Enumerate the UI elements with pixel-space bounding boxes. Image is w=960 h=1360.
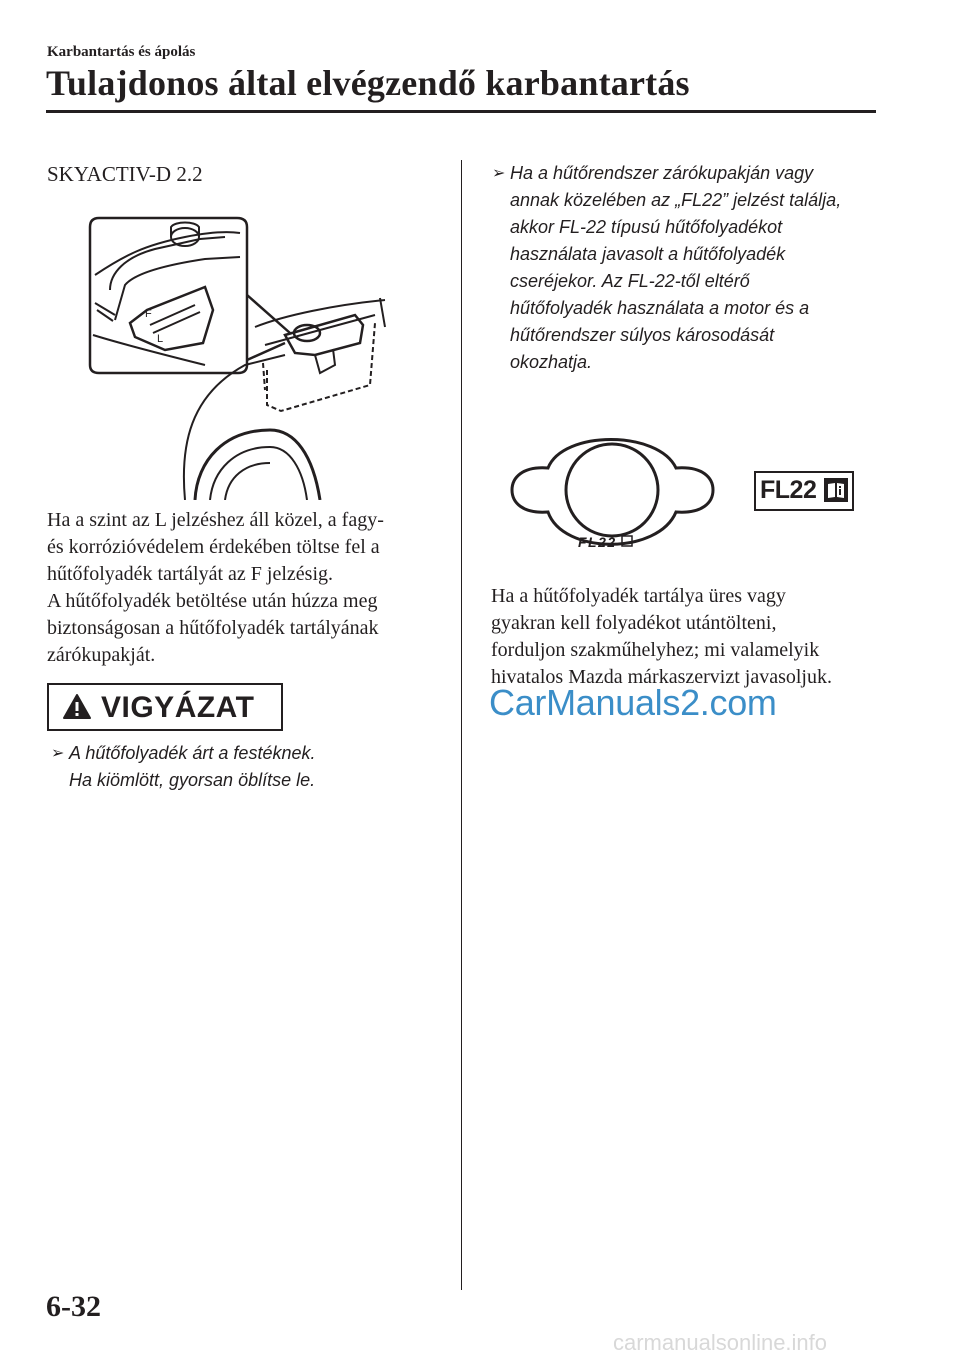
paragraph-line: biztonságosan a hűtőfolyadék tartályának <box>47 617 379 639</box>
paragraph-line: gyakran kell folyadékot utántölteni, <box>491 612 777 634</box>
caution-box <box>47 683 283 731</box>
paragraph-line: forduljon szakműhelyhez; mi valamelyik <box>491 639 820 661</box>
paragraph-line: zárókupakját. <box>47 644 156 666</box>
l-mark-label: L <box>157 333 164 345</box>
paragraph-line: hivatalos Mazda márkaszervizt javasoljuk. <box>491 666 832 688</box>
warning-triangle-icon <box>62 693 92 720</box>
bullet-line: annak közelében az „FL22” jelzést találja, <box>510 190 842 210</box>
footer-watermark: carmanualsonline.info <box>613 1330 828 1355</box>
paragraph-line: Ha a hűtőfolyadék tartálya üres vagy <box>491 585 786 607</box>
paragraph-line: és korrózióvédelem érdekében töltse fel a <box>47 536 380 558</box>
column-divider <box>461 160 462 1290</box>
engine-subheading: SKYACTIV-D 2.2 <box>47 162 203 186</box>
coolant-reservoir-illustration <box>85 215 405 500</box>
watermark-link[interactable]: CarManuals2.com <box>489 682 777 723</box>
manual-book-icon <box>824 478 848 502</box>
cap-fl22-mark: FL22 <box>578 534 617 550</box>
fl22-bullet <box>492 160 882 376</box>
paragraph-line: Ha a szint az L jelzéshez áll közel, a fagy- <box>47 509 384 531</box>
bullet-line: használata javasolt a hűtőfolyadék <box>510 244 786 264</box>
bullet-line: Ha a hűtőrendszer zárókupakján vagy <box>510 163 814 183</box>
bullet-line: okozhatja. <box>510 352 593 372</box>
section-header: Karbantartás és ápolás <box>47 44 196 60</box>
fl22-label-box <box>754 471 854 511</box>
bullet-line: hűtőrendszer súlyos károsodását <box>510 325 775 345</box>
bullet-line: Ha kiömlött, gyorsan öblítse le. <box>69 770 316 790</box>
paragraph-line: hűtőfolyadék tartályát az F jelzésig. <box>47 563 334 585</box>
title-rule <box>46 110 876 113</box>
radiator-cap-illustration <box>508 410 718 565</box>
paragraph-line: A hűtőfolyadék betöltése után húzza meg <box>47 590 378 612</box>
caution-bullet <box>51 740 441 794</box>
bullet-line: hűtőfolyadék használata a motor és a <box>510 298 810 318</box>
bullet-line: akkor FL-22 típusú hűtőfolyadékot <box>510 217 783 237</box>
bullet-line: cseréjekor. Az FL-22-től eltérő <box>510 271 750 291</box>
bullet-line: A hűtőfolyadék árt a festéknek. <box>69 743 316 763</box>
page-title: Tulajdonos által elvégzendő karbantartás <box>46 63 690 103</box>
refill-instructions <box>47 507 447 669</box>
f-mark-label: F <box>145 308 152 320</box>
fl22-label: FL22 <box>760 476 817 504</box>
arrow-bullet-icon: ➢ <box>51 745 65 762</box>
caution-label: VIGYÁZAT <box>101 691 255 724</box>
empty-reservoir-note <box>491 583 891 691</box>
page-number: 6-32 <box>46 1290 101 1323</box>
arrow-bullet-icon: ➢ <box>492 165 506 182</box>
